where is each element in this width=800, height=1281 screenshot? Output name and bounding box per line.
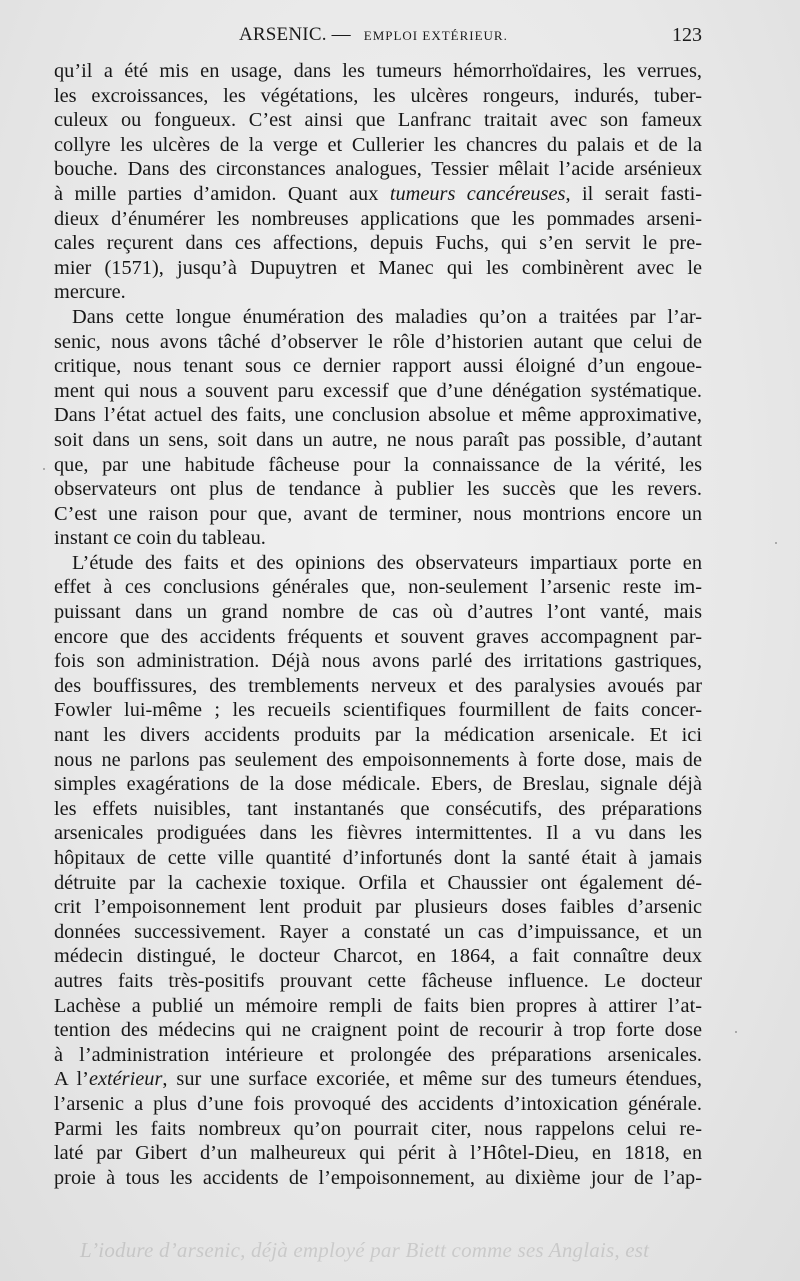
text-line-main: tention des médecins qui ne craignent point de recourir à trop forte dose: [54, 1019, 702, 1042]
text-line-main: simples exagérations de la dose médicale. Ebers, de Breslau, signale déjà: [54, 773, 702, 796]
text-line: [54, 895, 702, 920]
text-line-main: médecin distingué, le docteur Charcot, en 1864, a fait connaître deux: [54, 945, 702, 968]
text-line: [54, 649, 702, 674]
text-line: [54, 428, 702, 453]
show-through-text: L’iodure d’arsenic, déjà employé par Biett comme ses Anglais, est: [80, 1238, 650, 1262]
text-line-main: à l’administration intérieure et prolongée des préparations arsenicales.: [54, 1043, 702, 1066]
text-line: [54, 920, 702, 945]
header-subtitle: EMPLOI EXTÉRIEUR.: [363, 28, 508, 43]
text-line: [54, 698, 702, 723]
text-line-main: les effets nuisibles, tant instantanés que consécutifs, des préparations: [54, 797, 702, 820]
text-line: [54, 108, 702, 133]
text-line: [54, 231, 702, 256]
text-line: [54, 330, 702, 355]
text-line-main: proie à tous les accidents de l’empoisonnement, au dixième jour de l’ap-: [54, 1166, 702, 1189]
running-header: [54, 22, 702, 54]
text-line: [54, 871, 702, 896]
text-line-main: à mille parties d’amidon. Quant aux: [54, 182, 390, 205]
text-line: [54, 1117, 702, 1142]
text-line-main: senic, nous avons tâché d’observer le rôle d’historien autant que celui de: [54, 330, 702, 353]
text-line-main: puissant dans un grand nombre de cas où d’autres l’ont vanté, mais: [54, 601, 702, 624]
text-line-main: autres faits très-positifs prouvant cette fâcheuse influence. Le docteur: [54, 969, 702, 992]
paper-speck: [43, 468, 45, 470]
text-line-main: encore que des accidents fréquents et souvent graves accompagnent par-: [54, 625, 702, 648]
text-line: [54, 969, 702, 994]
text-line-main: collyre les ulcères de la verge et Cullerier les chancres du palais et de la: [54, 133, 702, 156]
text-line: [54, 772, 702, 797]
header-title: [239, 24, 508, 46]
text-line: [54, 797, 702, 822]
text-line-main: observateurs ont plus de tendance à publier les succès que les revers.: [54, 478, 702, 501]
text-line-main: mier (1571), jusqu’à Dupuytren et Manec qui les combinèrent avec le: [54, 256, 702, 279]
text-line: [54, 723, 702, 748]
paper-speck: [735, 1031, 737, 1033]
text-line-main: dieux d’énumérer les nombreuses applications que les pommades arseni-: [54, 207, 702, 230]
text-line-main: arsenicales prodiguées dans les fièvres intermittentes. Il a vu dans les: [54, 822, 702, 845]
text-line-main: que, par une habitude fâcheuse pour la connaissance de la vérité, les: [54, 453, 702, 476]
text-line-main: A l’: [54, 1068, 89, 1091]
text-line: [54, 1067, 702, 1092]
paper-speck: [775, 542, 777, 544]
text-line-main: Dans l’état actuel des faits, une conclusion absolue et même approximative,: [54, 404, 702, 427]
text-line-main: L’étude des faits et des opinions des observateurs impartiaux porte en: [72, 551, 702, 574]
text-line: [54, 477, 702, 502]
text-line-main: détruite par la cachexie toxique. Orfila et Chaussier ont également dé-: [54, 871, 702, 894]
text-line-main: instant ce coin du tableau.: [54, 527, 266, 550]
text-line: [54, 182, 702, 207]
text-line: [54, 453, 702, 478]
page-number: 123: [672, 24, 702, 46]
text-line-main: Parmi les faits nombreux qu’on pourrait citer, nous rappelons celui re-: [54, 1117, 702, 1140]
text-line: [54, 280, 702, 305]
text-line-main: nant les divers accidents produits par la médication arsenicale. Et ici: [54, 724, 702, 747]
text-line-main: crit l’empoisonnement lent produit par plusieurs doses faibles d’arsenic: [54, 896, 702, 919]
text-line: [54, 354, 702, 379]
text-line-main: C’est une raison pour que, avant de terminer, nous montrions encore un: [54, 502, 702, 525]
text-line-main: qu’il a été mis en usage, dans les tumeurs hémorrhoïdaires, les verrues,: [54, 60, 702, 82]
text-line-main: Lachèse a publié un mémoire rempli de faits bien propres à attirer l’at-: [54, 994, 702, 1017]
text-line: [54, 625, 702, 650]
italic-phrase: tumeurs cancéreuses: [389, 182, 566, 205]
text-line: [54, 1092, 702, 1117]
text-line: [54, 674, 702, 699]
text-line: [54, 575, 702, 600]
italic-phrase: extérieur: [88, 1068, 163, 1091]
text-line: [54, 305, 702, 330]
text-line-main: hôpitaux de cette ville quantité d’infortunés dont la santé était à jamais: [54, 847, 702, 869]
text-line-after: , il serait fasti-: [565, 182, 702, 205]
text-line: [54, 1166, 702, 1191]
text-line: [54, 1018, 702, 1043]
text-line: [54, 157, 702, 182]
text-line-main: fois son administration. Déjà nous avons parlé des irritations gastriques,: [54, 650, 702, 673]
text-line: [54, 403, 702, 428]
text-line-main: effet à ces conclusions générales que, non-seulement l’arsenic reste im-: [54, 576, 702, 599]
text-line: [54, 379, 702, 404]
text-line: [54, 846, 702, 871]
text-line: [54, 600, 702, 625]
text-line-main: cales reçurent dans ces affections, depuis Fuchs, qui s’en servit le pre-: [54, 232, 702, 255]
text-line-main: critique, nous tenant sous ce dernier rapport aussi éloigné d’un engoue-: [54, 355, 702, 378]
text-line-main: laté par Gibert d’un malheureux qui périt à l’Hôtel-Dieu, en 1818, en: [54, 1142, 702, 1165]
text-line-main: des bouffissures, des tremblements nerveux et des paralysies avoués par: [54, 674, 702, 697]
text-line-main: l’arsenic a plus d’une fois provoqué des accidents d’intoxication générale.: [54, 1092, 702, 1115]
text-line: [54, 748, 702, 773]
text-line-main: soit dans un sens, soit dans un autre, ne nous paraît pas possible, d’autant: [54, 428, 702, 451]
text-line-main: les excroissances, les végétations, les ulcères rongeurs, indurés, tuber-: [54, 84, 702, 107]
text-line-main: ment qui nous a souvent paru excessif que d’une dénégation systématique.: [54, 379, 702, 402]
text-line-main: mercure.: [54, 281, 126, 304]
text-line: [54, 207, 702, 232]
text-line: [54, 256, 702, 281]
text-line: [54, 84, 702, 109]
text-line: [54, 133, 702, 158]
text-line: [54, 551, 702, 576]
text-line-main: données successivement. Rayer a constaté un cas d’impuissance, et un: [54, 920, 702, 943]
header-main: ARSENIC.: [239, 24, 327, 45]
text-line-main: Dans cette longue énumération des maladies qu’on a traitées par l’ar-: [72, 305, 702, 328]
body-text: [54, 59, 702, 1190]
text-line-main: culeux ou fongueux. C’est ainsi que Lanfranc traitait avec son fameux: [54, 109, 702, 132]
text-line: [54, 994, 702, 1019]
text-line-main: nous ne parlons pas seulement des empoisonnements à forte dose, mais de: [54, 748, 702, 771]
text-line: [54, 821, 702, 846]
text-line-after: , sur une surface excoriée, et même sur des tumeurs étendues,: [162, 1068, 702, 1091]
text-line: [54, 502, 702, 527]
text-line: [54, 1141, 702, 1166]
text-line-main: bouche. Dans des circonstances analogues, Tessier mêlait l’acide arsénieux: [54, 158, 702, 181]
text-line: [54, 59, 702, 84]
text-line: [54, 1043, 702, 1068]
text-line-main: Fowler lui-même ; les recueils scientifiques fourmillent de faits concer-: [54, 699, 702, 722]
header-dash: —: [331, 24, 351, 45]
text-line: [54, 944, 702, 969]
text-line: [54, 526, 702, 551]
